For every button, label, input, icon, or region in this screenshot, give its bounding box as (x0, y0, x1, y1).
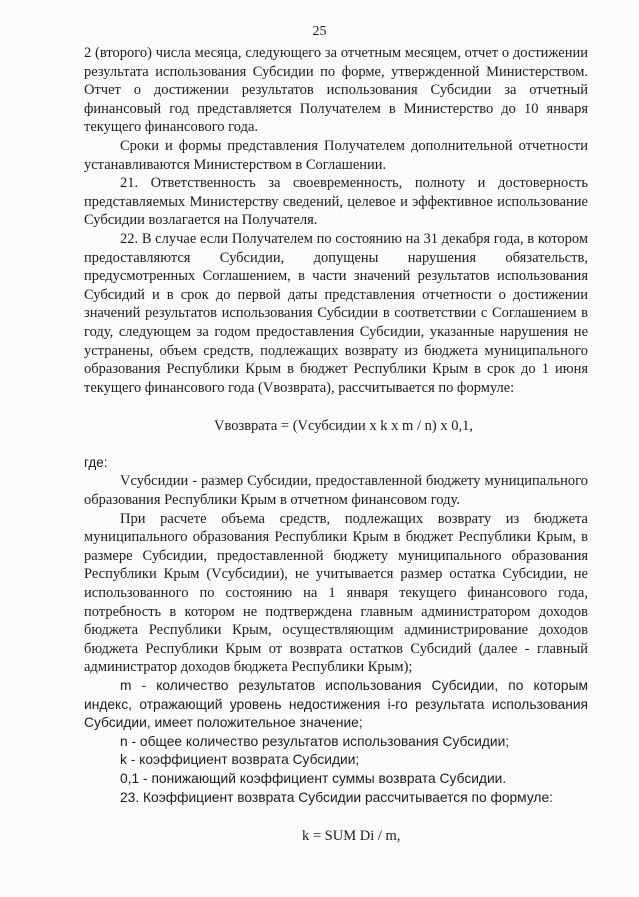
document-body (84, 44, 588, 846)
definition-v-subsidy: Vсубсидии - размер Субсидии, предоставленной бюджету муниципального образования Республики Крым в отчетном финансовом году. (84, 473, 588, 509)
where-label: где: (84, 454, 108, 470)
definition-reduction-factor: 0,1 - понижающий коэффициент суммы возврата Субсидии. (120, 770, 507, 786)
definition-m: m - количество результатов использования Субсидии, по которым индекс, отражающий уровень недостижения i-го результата использования Субсидии, имеет положительное значение; (84, 678, 588, 731)
paragraph-clause-21: 21. Ответственность за своевременность, полноту и достоверность представляемых Министерству сведений, целевое и эффективное использование Субсидии возлагается на Получателя. (84, 175, 588, 229)
formula-refund-coefficient: k = SUM Di / m, (302, 828, 401, 845)
definition-n: n - общее количество результатов использования Субсидии; (120, 733, 510, 749)
paragraph-reporting-terms: Сроки и формы представления Получателем дополнительной отчетности устанавливаются Министерством в Соглашении. (84, 137, 588, 173)
paragraph-report-deadline: 2 (второго) числа месяца, следующего за отчетным месяцем, отчет о достижении результата использования Субсидии по форме, утвержденной Министерством. Отчет о достижении результатов использования Субсидии за отчетный финансовый год представляется Получателем в Министерство до 10 января текущего финансового года. (84, 45, 588, 136)
definition-k: k - коэффициент возврата Субсидии; (120, 752, 360, 768)
formula-refund-amount: Vвозврата = (Vсубсидии x k x m / n) x 0,1, (214, 418, 473, 435)
paragraph-clause-23: 23. Коэффициент возврата Субсидии рассчитывается по формуле: (120, 789, 553, 805)
paragraph-calculation-note: При расчете объема средств, подлежащих возврату из бюджета муниципального образования Республики Крым в бюджет Республики Крым, в размере Субсидии, предоставленной бюджету муниципального образования Республики Крым (Vсубсидии), не учитывается размер остатка Субсидии, не использованного по состоянию на 1 января текущего финансового года, потребность в котором не подтверждена главным администратором доходов бюджета Республики Крым, осуществляющим администрирование доходов бюджета Республики Крым от возврата остатков Субсидий (далее - главный администратор доходов бюджета Республики Крым); (84, 510, 588, 676)
page-number: 25 (312, 24, 327, 39)
paragraph-clause-22: 22. В случае если Получателем по состоянию на 31 декабря года, в котором предоставляются Субсидии, допущены нарушения обязательств, предусмотренных Соглашением, в части значений результатов использования Субсидий и в срок до первой даты представления отчетности о достижении значений результатов использования Субсидии в соответствии с Соглашением в году, следующем за годом предоставления Субсидии, указанные нарушения не устранены, объем средств, подлежащих возврату из бюджета муниципального образования Республики Крым в бюджет Республики Крым в срок до 1 июня текущего финансового года (Vвозврата), рассчитывается по формуле: (84, 230, 588, 396)
